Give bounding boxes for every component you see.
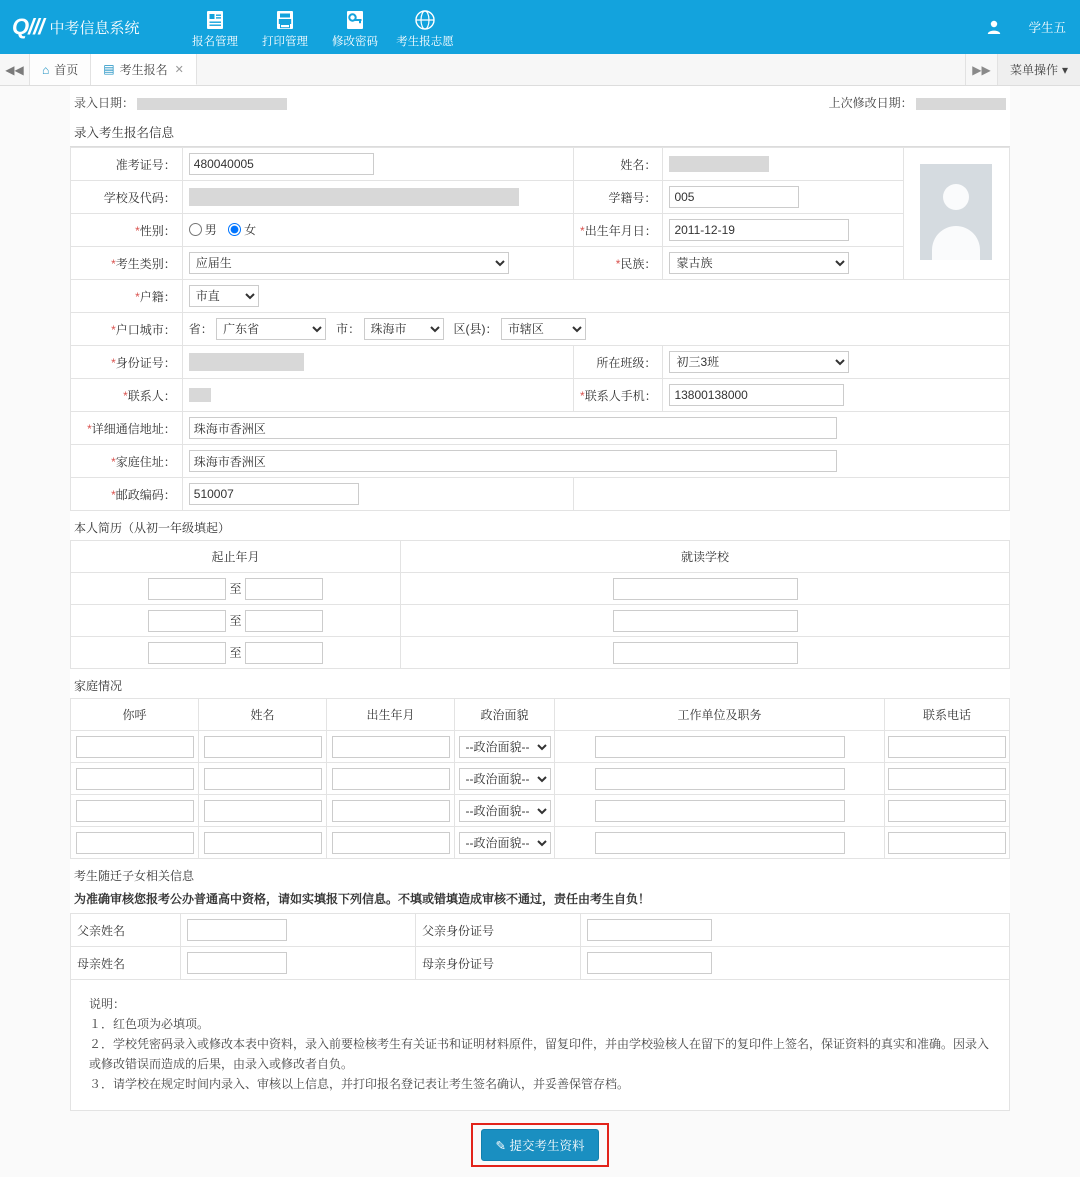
section-title-basic: 录入考生报名信息 (70, 117, 1010, 147)
family-name-input[interactable] (204, 736, 322, 758)
family-phone-input[interactable] (888, 736, 1006, 758)
family-col-political: 政治面貌 (455, 699, 555, 731)
resume-to-input[interactable] (245, 642, 323, 664)
family-name-input[interactable] (204, 768, 322, 790)
family-relation-input[interactable] (76, 768, 194, 790)
tab-label: 首页 (54, 63, 79, 77)
name-cell (663, 148, 903, 181)
family-name-cell (199, 731, 327, 763)
family-political-select[interactable] (459, 832, 551, 854)
form-sheet (70, 86, 1010, 1111)
school-code-cell (182, 181, 573, 214)
menu-operations-label: 菜单操作 (1009, 63, 1058, 77)
family-relation-input[interactable] (76, 800, 194, 822)
family-name-cell (199, 827, 327, 859)
gender-label: *性别： (71, 214, 183, 247)
submit-highlight-box (471, 1123, 610, 1167)
zip-input[interactable] (189, 483, 359, 505)
mother-name-cell (181, 947, 416, 980)
nation-label: *民族： (574, 247, 663, 280)
family-birth-input[interactable] (332, 832, 450, 854)
family-col-relation: 你呼 (71, 699, 199, 731)
class-label: 所在班级： (574, 346, 663, 379)
family-work-input[interactable] (595, 736, 845, 758)
basic-info-table (70, 147, 1010, 511)
home-input[interactable] (189, 450, 837, 472)
family-relation-cell (71, 795, 199, 827)
school-code-label: 学校及代码： (71, 181, 183, 214)
resume-to-input[interactable] (245, 610, 323, 632)
resume-col-school: 就读学校 (401, 541, 1010, 573)
family-col-work: 工作单位及职务 (555, 699, 885, 731)
id-label: *身份证号： (71, 346, 183, 379)
last-modify-label: 上次修改日期： (828, 96, 913, 110)
table-row (71, 148, 1010, 181)
gender-cell (182, 214, 573, 247)
resume-school-input[interactable] (613, 578, 798, 600)
notes-line-2: ２．学校凭密码录入或修改本表中资料，录入前要检核考生有关证书和证明材料原件，留复印件，并由学校验核人在留下的复印件上签名，保证资料的真实和准确。因录入或修改错误而造成的后果，由录入或修改者自负。 (89, 1037, 990, 1071)
gender-option-label: 女 (244, 223, 257, 237)
student-no-input[interactable] (669, 186, 799, 208)
birth-cell (663, 214, 903, 247)
admission-no-label: 准考证号： (71, 148, 183, 181)
family-relation-cell (71, 731, 199, 763)
resume-school-cell (401, 605, 1010, 637)
family-work-input[interactable] (595, 768, 845, 790)
nav-item-label: 报名管理 (192, 35, 238, 48)
tab-kaosheng-baoming[interactable] (91, 54, 197, 85)
mobile-cell (663, 379, 1010, 412)
father-id-input[interactable] (587, 919, 712, 941)
province-select[interactable] (216, 318, 326, 340)
gender-radio-male[interactable] (189, 221, 217, 238)
city-select[interactable] (364, 318, 444, 340)
family-table (70, 698, 1010, 859)
section-title-migrant: 考生随迁子女相关信息 (74, 869, 195, 883)
resume-to-label: 至 (229, 645, 242, 660)
tab-label: 考生报名 (119, 62, 168, 77)
entry-date-value (137, 98, 287, 110)
table-row (71, 313, 1010, 346)
admission-no-cell (182, 148, 573, 181)
nav-item-baoming-guanli[interactable] (180, 6, 250, 49)
mobile-input[interactable] (669, 384, 844, 406)
family-phone-cell (885, 763, 1010, 795)
family-work-cell (555, 795, 885, 827)
hukou-label: *户籍： (71, 280, 183, 313)
family-birth-cell (327, 795, 455, 827)
resume-to-label: 至 (229, 581, 242, 596)
resume-school-input[interactable] (613, 610, 798, 632)
family-birth-cell (327, 763, 455, 795)
class-cell (663, 346, 1010, 379)
tab-bar-right (965, 54, 1080, 85)
admission-no-input[interactable] (189, 153, 374, 175)
table-row (71, 379, 1010, 412)
family-political-cell (455, 795, 555, 827)
table-row (71, 827, 1010, 859)
migrant-warning: 为准确审核您报考公办普通高中资格，请如实填报下列信息。不填或错填造成审核不通过，责任由考生自负！ (74, 892, 651, 906)
family-birth-cell (327, 731, 455, 763)
family-relation-cell (71, 763, 199, 795)
resume-school-cell (401, 573, 1010, 605)
table-row (71, 914, 1010, 947)
notes-line-3: ３．请学校在规定时间内录入、审核以上信息，并打印报名登记表让考生签名确认，并妥善保管存档。 (89, 1077, 630, 1091)
gender-option-label: 男 (204, 223, 217, 237)
family-political-cell (455, 763, 555, 795)
key-icon (344, 9, 366, 31)
table-row (71, 573, 1010, 605)
table-row (71, 280, 1010, 313)
last-modify-date (829, 94, 1006, 111)
mobile-label: *联系人手机： (574, 379, 663, 412)
table-header-row (71, 541, 1010, 573)
name-label: 姓名： (574, 148, 663, 181)
family-col-name: 姓名 (199, 699, 327, 731)
father-name-cell (181, 914, 416, 947)
district-select[interactable] (501, 318, 586, 340)
address-label: *详细通信地址： (71, 412, 183, 445)
hukou-select[interactable] (189, 285, 259, 307)
page-body (0, 86, 1080, 1153)
family-phone-cell (885, 731, 1010, 763)
hukou-cell (182, 280, 1009, 313)
table-row (71, 731, 1010, 763)
section-title-family: 家庭情况 (74, 679, 123, 693)
mother-id-input[interactable] (587, 952, 712, 974)
form-list-icon (204, 9, 226, 31)
family-political-select[interactable] (459, 736, 551, 758)
zip-cell (182, 478, 573, 511)
avatar-head (943, 184, 969, 210)
cand-type-select[interactable] (189, 252, 509, 274)
nation-select[interactable] (669, 252, 849, 274)
nav-item-xiugai-mima[interactable] (320, 6, 390, 49)
table-row (71, 214, 1010, 247)
chevron-down-icon: ▾ (1061, 62, 1068, 77)
top-header-bar (0, 0, 1080, 54)
table-row (71, 247, 1010, 280)
family-col-birth: 出生年月 (327, 699, 455, 731)
family-relation-cell (71, 827, 199, 859)
nav-item-label: 考生报志愿 (396, 35, 454, 48)
table-row (71, 412, 1010, 445)
resume-col-period: 起止年月 (71, 541, 401, 573)
mother-name-input[interactable] (187, 952, 287, 974)
cand-type-label: *考生类别： (71, 247, 183, 280)
resume-from-input[interactable] (148, 578, 226, 600)
address-input[interactable] (189, 417, 837, 439)
hukou-city-label: *户口城市： (71, 313, 183, 346)
family-work-cell (555, 827, 885, 859)
student-no-cell (663, 181, 903, 214)
name-input[interactable] (669, 156, 769, 172)
resume-to-input[interactable] (245, 578, 323, 600)
notes-line-1: １．红色项为必填项。 (89, 1017, 210, 1031)
family-work-input[interactable] (595, 832, 845, 854)
table-row (71, 947, 1010, 980)
family-phone-input[interactable] (888, 768, 1006, 790)
zip-label: *邮政编码： (71, 478, 183, 511)
family-phone-input[interactable] (888, 800, 1006, 822)
nav-item-label: 打印管理 (262, 35, 308, 48)
last-modify-value (916, 98, 1006, 110)
table-row (71, 637, 1010, 669)
table-row (71, 181, 1010, 214)
contact-label: *联系人： (71, 379, 183, 412)
school-code-input[interactable] (189, 188, 519, 206)
father-name-input[interactable] (187, 919, 287, 941)
family-relation-input[interactable] (76, 736, 194, 758)
family-political-cell (455, 827, 555, 859)
family-col-phone: 联系电话 (885, 699, 1010, 731)
globe-icon (414, 9, 436, 31)
table-row (71, 445, 1010, 478)
brand-name: 中考信息系统 (49, 19, 140, 37)
migrant-table (70, 913, 1010, 980)
home-cell (182, 445, 1009, 478)
resume-period-cell (71, 605, 401, 637)
entry-date (74, 94, 287, 111)
gender-radio-female[interactable] (228, 221, 256, 238)
submit-button[interactable] (481, 1129, 600, 1161)
tab-home[interactable] (30, 54, 91, 85)
close-icon[interactable]: ✕ (174, 63, 184, 76)
province-label: 省： (188, 322, 213, 336)
section-title-resume: 本人简历（从初一年级填起） (74, 521, 231, 535)
edit-icon: ✎ (495, 1139, 506, 1153)
main-nav (180, 0, 460, 54)
photo-cell (903, 148, 1009, 280)
family-work-cell (555, 731, 885, 763)
form-icon: ▤ (103, 62, 115, 76)
family-work-cell (555, 763, 885, 795)
table-row (71, 605, 1010, 637)
resume-period-cell (71, 637, 401, 669)
meta-row (70, 86, 1010, 117)
cand-type-cell (182, 247, 573, 280)
father-id-cell (581, 914, 1010, 947)
resume-period-cell (71, 573, 401, 605)
home-icon: ⌂ (42, 62, 50, 77)
menu-operations-button[interactable] (997, 54, 1080, 85)
district-label: 区(县)： (453, 322, 498, 336)
family-relation-input[interactable] (76, 832, 194, 854)
address-cell (182, 412, 1009, 445)
double-left-icon[interactable]: ◀◀ (0, 54, 30, 85)
resume-to-label: 至 (229, 613, 242, 628)
contact-cell (182, 379, 573, 412)
brand-logo-icon: Q/// (12, 14, 44, 39)
table-row (71, 478, 1010, 511)
tab-bar (0, 54, 1080, 86)
family-phone-cell (885, 795, 1010, 827)
nav-item-kaosheng-baozhiyuan[interactable] (390, 6, 460, 49)
user-name: 学生五 (1028, 21, 1066, 35)
resume-table (70, 540, 1010, 669)
table-header-row (71, 699, 1010, 731)
family-birth-input[interactable] (332, 768, 450, 790)
nation-cell (663, 247, 903, 280)
id-cell (182, 346, 573, 379)
class-select[interactable] (669, 351, 849, 373)
user-area (986, 0, 1066, 54)
user-icon[interactable] (986, 19, 1002, 35)
table-row (71, 763, 1010, 795)
birth-input[interactable] (669, 219, 849, 241)
avatar (920, 164, 992, 260)
mother-id-label: 母亲身份证号 (416, 947, 581, 980)
table-row (71, 795, 1010, 827)
notes-block (70, 980, 1010, 1111)
entry-date-label: 录入日期： (74, 96, 135, 110)
mother-name-label: 母亲姓名 (71, 947, 181, 980)
gender-radio-female-input[interactable] (228, 223, 241, 236)
family-name-cell (199, 795, 327, 827)
family-phone-input[interactable] (888, 832, 1006, 854)
student-no-label: 学籍号： (574, 181, 663, 214)
family-name-input[interactable] (204, 832, 322, 854)
resume-from-input[interactable] (148, 610, 226, 632)
family-birth-cell (327, 827, 455, 859)
submit-area (0, 1111, 1080, 1177)
family-name-input[interactable] (204, 800, 322, 822)
brand (0, 14, 180, 40)
family-political-select[interactable] (459, 800, 551, 822)
resume-from-input[interactable] (148, 642, 226, 664)
printer-icon (274, 9, 296, 31)
hukou-city-cell (182, 313, 1009, 346)
nav-item-dayin-guanli[interactable] (250, 6, 320, 49)
father-id-label: 父亲身份证号 (416, 914, 581, 947)
family-work-input[interactable] (595, 800, 845, 822)
submit-button-label: 提交考生资料 (509, 1139, 585, 1153)
family-birth-input[interactable] (332, 736, 450, 758)
family-phone-cell (885, 827, 1010, 859)
gender-radio-male-input[interactable] (189, 223, 202, 236)
birth-label: *出生年月日： (574, 214, 663, 247)
double-right-icon[interactable]: ▶▶ (965, 54, 997, 85)
id-input[interactable] (189, 353, 304, 371)
father-name-label: 父亲姓名 (71, 914, 181, 947)
table-row (71, 346, 1010, 379)
family-name-cell (199, 763, 327, 795)
zip-spacer-cell (574, 478, 1010, 511)
resume-school-cell (401, 637, 1010, 669)
family-birth-input[interactable] (332, 800, 450, 822)
contact-input[interactable] (189, 388, 211, 402)
avatar-body (932, 226, 980, 260)
city-label: 市： (336, 322, 361, 336)
notes-title: 说明： (89, 997, 126, 1011)
home-label: *家庭住址： (71, 445, 183, 478)
resume-school-input[interactable] (613, 642, 798, 664)
mother-id-cell (581, 947, 1010, 980)
family-political-cell (455, 731, 555, 763)
nav-item-label: 修改密码 (332, 35, 378, 48)
family-political-select[interactable] (459, 768, 551, 790)
